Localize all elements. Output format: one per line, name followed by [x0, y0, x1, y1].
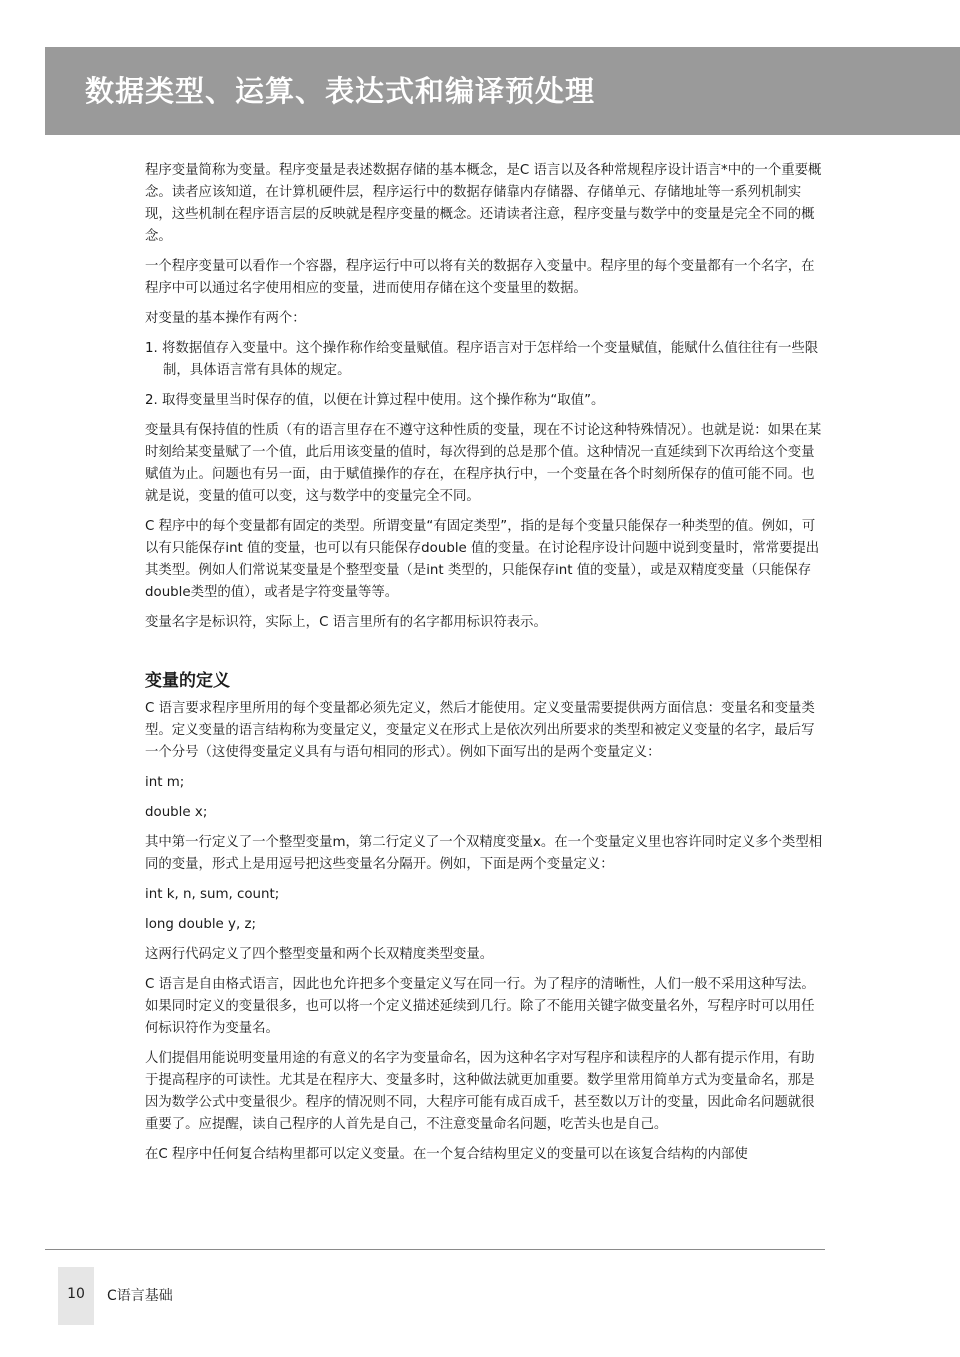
- paragraph-operations-intro: 对变量的基本操作有两个：: [145, 311, 306, 326]
- list-item-fetch: 2. 取得变量里当时保存的值，以便在计算过程中使用。这个操作称为“取值”。: [145, 393, 605, 408]
- paragraph-naming: 人们提倡用能说明变量用途的有意义的名字为变量命名，因为这种名字对写程序和读程序的人都有提示作用，有助于提高程序的可读性。尤其是在程序大、变量多时，这种做法就更加重要。数学里常用简单方式为变量命名，那是因为数学公式中变量很少。程序的情况则不同，大程序可能有成百成千，甚至数以万计的变量，因此命名问题就很重要了。应提醒，读自己程序的人首先是自己，不注意变量命名问题，吃苦头也是自己。: [145, 1051, 815, 1132]
- book-title: C语言基础: [107, 1288, 173, 1304]
- section-heading: 变量的定义: [145, 671, 230, 691]
- paragraph-variable-types: C 程序中的每个变量都有固定的类型。所谓变量“有固定类型”，指的是每个变量只能保存一种类型的值。例如，可以有只能保存int 值的变量，也可以有只能保存double 值的变量。在讨论程序设计问题中说到变量时，常常要提出其类型。例如人们常说某变量是个整型变量（是int 类型的，只能保存int 值的变量），或是双精度变量（只能保存 double类型的值），或者是字符变量等等。: [145, 519, 820, 600]
- code-line-double-x: double x;: [145, 805, 208, 820]
- chapter-header: [45, 47, 960, 135]
- paragraph-code-explanation: 这两行代码定义了四个整型变量和两个长双精度类型变量。: [145, 947, 494, 962]
- code-line-long-double: long double y, z;: [145, 917, 257, 932]
- page-body: [145, 160, 825, 1174]
- paragraph-value-retention: 变量具有保持值的性质（有的语言里存在不遵守这种性质的变量，现在不讨论这种特殊情况）。也就是说：如果在某时刻给某变量赋了一个值，此后用该变量的值时，每次得到的总是那个值。这种情况一直延续到下次再给这个变量赋值为止。问题也有另一面，由于赋值操作的存在，在程序执行中，一个变量在各个时刻所保存的值可能不同。也就是说，变量的值可以变，这与数学中的变量完全不同。: [145, 423, 822, 504]
- chapter-title: 数据类型、运算、表达式和编译预处理: [85, 74, 596, 108]
- paragraph-compound-structure: 在C 程序中任何复合结构里都可以定义变量。在一个复合结构里定义的变量可以在该复合结构的内部使: [145, 1147, 748, 1162]
- page-number: 10: [67, 1286, 85, 1302]
- footer-divider: [45, 1249, 825, 1250]
- paragraph-definition-rule: C 语言要求程序里所用的每个变量都必须先定义，然后才能使用。定义变量需要提供两方面信息：变量名和变量类型。定义变量的语言结构称为变量定义，变量定义在形式上是依次列出所要求的类型和被定义变量的名字，最后写一个分号（这使得变量定义具有与语句相同的形式）。例如下面写出的是两个变量定义：: [145, 701, 815, 760]
- page-number-box: [58, 1267, 94, 1325]
- paragraph-container: 一个程序变量可以看作一个容器，程序运行中可以将有关的数据存入变量中。程序里的每个变量都有一个名字，在程序中可以通过名字使用相应的变量，进而使用存储在这个变量里的数据。: [145, 259, 815, 296]
- code-line-int-list: int k, n, sum, count;: [145, 887, 280, 902]
- paragraph-intro: 程序变量简称为变量。程序变量是表述数据存储的基本概念，是C 语言以及各种常规程序设计语言*中的一个重要概念。读者应该知道，在计算机硬件层，程序运行中的数据存储靠内存储器、存储单元、存储地址等一系列机制实现，这些机制在程序语言层的反映就是程序变量的概念。还请读者注意，程序变量与数学中的变量是完全不同的概念。: [145, 163, 822, 244]
- paragraph-multi-definition: 其中第一行定义了一个整型变量m，第二行定义了一个双精度变量x。在一个变量定义里也容许同时定义多个类型相同的变量，形式上是用逗号把这些变量名分隔开。例如，下面是两个变量定义：: [145, 835, 823, 872]
- paragraph-identifiers: 变量名字是标识符，实际上，C 语言里所有的名字都用标识符表示。: [145, 615, 547, 630]
- list-item-assign: 1. 将数据值存入变量中。这个操作称作给变量赋值。程序语言对于怎样给一个变量赋值，能赋什么值往往有一些限制，具体语言常有具体的规定。: [145, 341, 819, 378]
- paragraph-free-format: C 语言是自由格式语言，因此也允许把多个变量定义写在同一行。为了程序的清晰性，人们一般不采用这种写法。如果同时定义的变量很多，也可以将一个定义描述延续到几行。除了不能用关键字做变量名外，写程序时可以用任何标识符作为变量名。: [145, 977, 815, 1036]
- code-line-int-m: int m;: [145, 775, 185, 790]
